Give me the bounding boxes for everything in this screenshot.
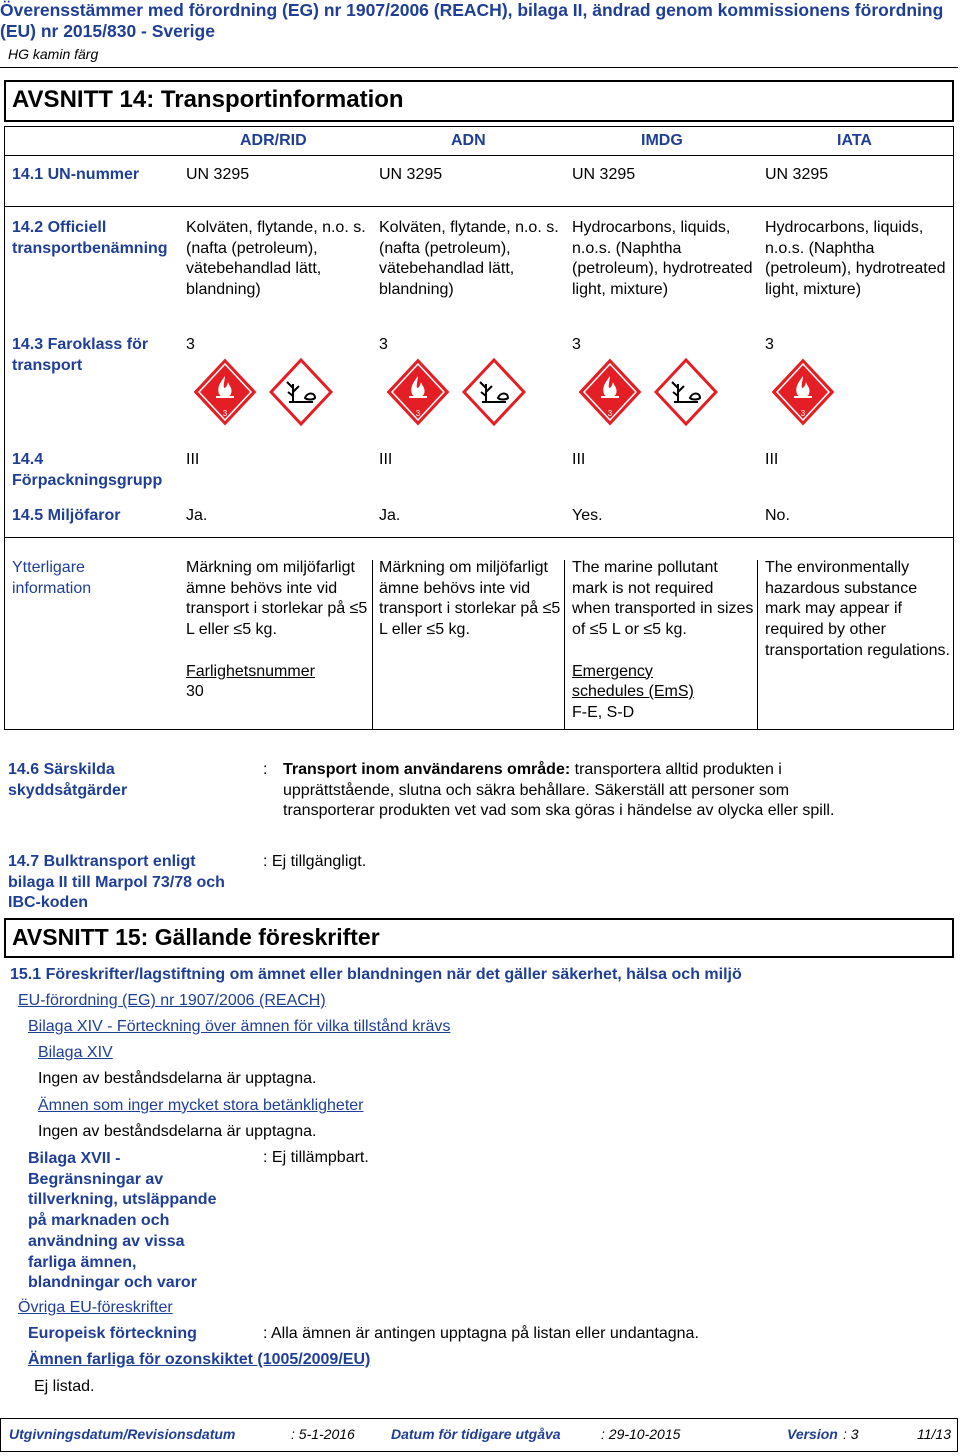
section-15-title: AVSNITT 15: Gällande föreskrifter xyxy=(4,918,954,958)
header-title-line2: (EU) nr 2015/830 - Sverige xyxy=(0,21,215,41)
other-eu-link[interactable]: Övriga EU-föreskrifter xyxy=(18,1299,173,1316)
shipping-name-imdg: Hydrocarbons, liquids, n.o.s. (Naphtha (petroleum), hydrotreated light, mixture) xyxy=(572,219,753,299)
header-title-line1: Överensstämmer med förordning (EG) nr 1907/2006 (REACH), bilaga II, ändrad genom kommissionens förordning xyxy=(0,0,944,20)
svhc-link[interactable]: Ämnen som inger mycket stora betänkligheter xyxy=(38,1097,364,1114)
table-header-divider xyxy=(4,155,954,156)
document-header xyxy=(0,0,958,42)
pg-iata: III xyxy=(765,451,779,468)
annex-xvii-label: Bilaga XVII - Begränsningar av tillverkning, utsläppande på marknaden och användning av vissa farliga ämnen, blandningar och varor xyxy=(28,1150,217,1292)
environment-pictogram-imdg xyxy=(654,358,718,426)
special-precautions-label: 14.6 Särskilda skyddsåtgärder xyxy=(8,761,128,799)
class-iata: 3 xyxy=(765,336,774,353)
section-14-title: AVSNITT 14: Transportinformation xyxy=(4,80,954,122)
annex-xvii-value: : Ej tillämpbart. xyxy=(263,1149,369,1166)
class-adn: 3 xyxy=(379,336,388,353)
annex-xiv-none: Ingen av beståndsdelarna är upptagna. xyxy=(38,1070,317,1087)
class-imdg: 3 xyxy=(572,336,581,353)
flammable-liquid-pictogram-adn xyxy=(386,358,450,426)
ems-value: F-E, S-D xyxy=(572,703,635,721)
additional-info-label: Ytterligare information xyxy=(12,559,92,597)
european-inventory-value: : Alla ämnen är antingen upptagna på listan eller undantagna. xyxy=(263,1325,699,1342)
ems-label: Emergency schedules (EmS) xyxy=(572,662,694,701)
col-divider-2 xyxy=(564,560,565,730)
packing-group-label: 14.4 Förpackningsgrupp xyxy=(12,451,163,489)
class-3-label: 3 xyxy=(800,409,806,418)
additional-info-adr: Märkning om miljöfarligt ämne behövs inte vid transport i storlekar på ≤5 L eller ≤5 kg. Farlighetsnummer 30 xyxy=(186,558,368,703)
row-divider-2 xyxy=(4,537,954,538)
header-divider xyxy=(0,67,958,68)
col-divider-1 xyxy=(372,560,373,730)
env-adn: Ja. xyxy=(379,507,401,524)
col-header-adr: ADR/RID xyxy=(240,132,307,149)
page-footer xyxy=(0,1418,958,1452)
shipping-name-adn: Kolväten, flytande, n.o. s. (nafta (petroleum), vätebehandlad lätt, blandning) xyxy=(379,219,559,299)
row-divider-1 xyxy=(4,206,954,207)
special-colon: : xyxy=(263,761,268,778)
col-divider-3 xyxy=(757,560,758,730)
european-inventory-label: Europeisk förteckning xyxy=(28,1325,197,1342)
hazard-class-label: 14.3 Faroklass för transport xyxy=(12,336,149,374)
ozone-value: Ej listad. xyxy=(34,1378,95,1395)
col-header-adn: ADN xyxy=(451,132,486,149)
shipping-name-iata: Hydrocarbons, liquids, n.o.s. (Naphtha (petroleum), hydrotreated light, mixture) xyxy=(765,219,946,299)
class-3-label: 3 xyxy=(415,409,421,418)
additional-info-imdg: The marine pollutant mark is not required when transported in sizes of ≤5 L or ≤5 kg. Emergency schedules (EmS) F-E, S-D xyxy=(572,558,754,724)
flammable-liquid-pictogram-iata xyxy=(771,358,835,426)
un-imdg: UN 3295 xyxy=(572,166,636,183)
previous-date-label: Datum för tidigare utgåva xyxy=(391,1426,561,1442)
flammable-liquid-pictogram-adr xyxy=(193,358,257,426)
un-adn: UN 3295 xyxy=(379,166,443,183)
svhc-none: Ingen av beståndsdelarna är upptagna. xyxy=(38,1123,317,1140)
pg-imdg: III xyxy=(572,451,586,468)
sub-15-1: 15.1 Föreskrifter/lagstiftning om ämnet eller blandningen när det gäller säkerhet, hälsa och miljö xyxy=(10,966,742,983)
bulk-transport-label: 14.7 Bulktransport enligt bilaga II till Marpol 73/78 och IBC-koden xyxy=(8,853,225,912)
env-imdg: Yes. xyxy=(572,507,603,524)
un-number-label: 14.1 UN-nummer xyxy=(12,166,140,183)
col-header-iata: IATA xyxy=(837,132,872,149)
env-hazard-label: 14.5 Miljöfaror xyxy=(12,507,121,524)
product-name: HG kamin färg xyxy=(8,46,99,62)
flammable-liquid-pictogram-imdg xyxy=(578,358,642,426)
class-adr: 3 xyxy=(186,336,195,353)
hazard-number-value: 30 xyxy=(186,683,204,701)
annex-xiv-title-link[interactable]: Bilaga XIV - Förteckning över ämnen för vilka tillstånd krävs xyxy=(28,1018,451,1035)
environment-pictogram-adr xyxy=(269,358,333,426)
special-precautions-text: Transport inom användarens område: transportera alltid produkten i upprättstående, slutna och säkra behållare. Säkerställ att personer som transporterar produkten vet vad som ska göras i händelse av olycka eller spill. xyxy=(283,761,835,820)
environment-pictogram-adn xyxy=(462,358,526,426)
shipping-name-label: 14.2 Officiell transportbenämning xyxy=(12,219,168,257)
env-iata: No. xyxy=(765,507,790,524)
pg-adr: III xyxy=(186,451,200,468)
class-3-label: 3 xyxy=(607,409,613,418)
un-adr: UN 3295 xyxy=(186,166,250,183)
eu-regulation-link[interactable]: EU-förordning (EG) nr 1907/2006 (REACH) xyxy=(18,992,326,1009)
issue-date-label: Utgivningsdatum/Revisionsdatum xyxy=(9,1426,236,1442)
bulk-transport-value: : Ej tillgängligt. xyxy=(263,853,367,870)
additional-info-iata: The environmentally hazardous substance mark may appear if required by other transportation regulations. xyxy=(765,559,950,659)
annex-xiv-link[interactable]: Bilaga XIV xyxy=(38,1044,113,1061)
class-3-label: 3 xyxy=(222,409,228,418)
env-adr: Ja. xyxy=(186,507,208,524)
additional-info-adn: Märkning om miljöfarligt ämne behövs inte vid transport i storlekar på ≤5 L eller ≤5 kg. xyxy=(379,559,561,639)
version-value: : 3 xyxy=(843,1426,859,1442)
page-number: 11/13 xyxy=(917,1426,951,1442)
col-header-imdg: IMDG xyxy=(641,132,683,149)
ozone-link[interactable]: Ämnen farliga för ozonskiktet (1005/2009/EU) xyxy=(28,1351,371,1368)
previous-date-value: : 29-10-2015 xyxy=(601,1426,681,1442)
shipping-name-adr: Kolväten, flytande, n.o. s. (nafta (petroleum), vätebehandlad lätt, blandning) xyxy=(186,219,366,299)
un-iata: UN 3295 xyxy=(765,166,829,183)
issue-date-value: : 5-1-2016 xyxy=(291,1426,355,1442)
version-label: Version xyxy=(787,1426,838,1442)
hazard-number-label: Farlighetsnummer xyxy=(186,662,315,680)
pg-adn: III xyxy=(379,451,393,468)
